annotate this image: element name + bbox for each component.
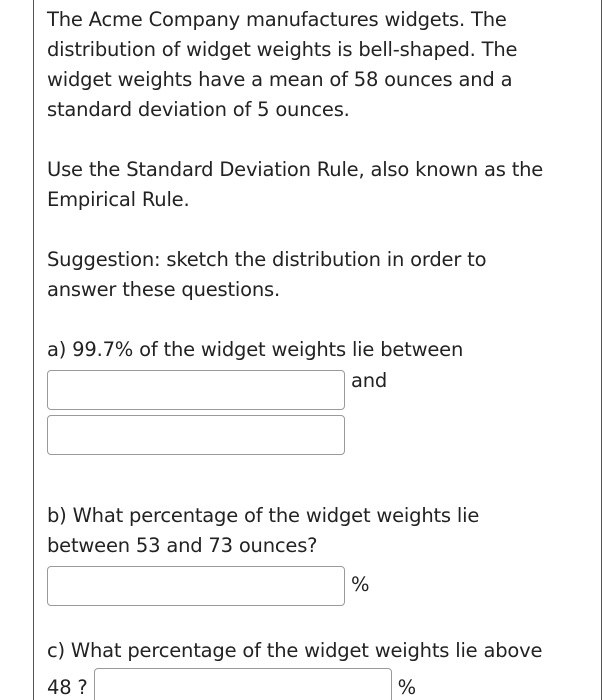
question-b-percent-label: % xyxy=(351,573,370,596)
question-c-prefix: 48 ? xyxy=(47,676,88,699)
question-a-text: a) 99.7% of the widget weights lie between xyxy=(47,338,464,361)
question-b-row xyxy=(47,566,567,606)
suggestion-line-1: Suggestion: sketch the distribution in order to xyxy=(47,248,487,271)
question-a-and-label: and xyxy=(351,369,388,392)
question-b-line-1: b) What percentage of the widget weights lie xyxy=(47,504,480,527)
instruction-line-1: Use the Standard Deviation Rule, also known as the xyxy=(47,158,544,181)
question-c-line-1: c) What percentage of the widget weights lie above xyxy=(47,639,543,662)
question-b-input[interactable] xyxy=(47,566,345,606)
question-c-row xyxy=(47,668,567,700)
suggestion-paragraph xyxy=(47,245,567,305)
question-a-lower-row xyxy=(47,370,567,410)
intro-line-2: distribution of widget weights is bell-shaped. The xyxy=(47,38,518,61)
question-b-text xyxy=(47,501,567,561)
question-c-input[interactable] xyxy=(94,668,392,700)
question-a-upper-input[interactable] xyxy=(47,415,345,455)
intro-line-3: widget weights have a mean of 58 ounces and a xyxy=(47,68,513,91)
suggestion-line-2: answer these questions. xyxy=(47,278,280,301)
question-a-lower-input[interactable] xyxy=(47,370,345,410)
instruction-paragraph xyxy=(47,155,567,215)
intro-paragraph xyxy=(47,5,567,125)
question-b-line-2: between 53 and 73 ounces? xyxy=(47,534,318,557)
intro-line-4: standard deviation of 5 ounces. xyxy=(47,98,350,121)
instruction-line-2: Empirical Rule. xyxy=(47,188,190,211)
question-a-upper-row xyxy=(47,415,567,455)
intro-line-1: The Acme Company manufactures widgets. The xyxy=(47,8,507,31)
question-c-percent-label: % xyxy=(397,676,416,699)
question-content xyxy=(47,5,567,700)
